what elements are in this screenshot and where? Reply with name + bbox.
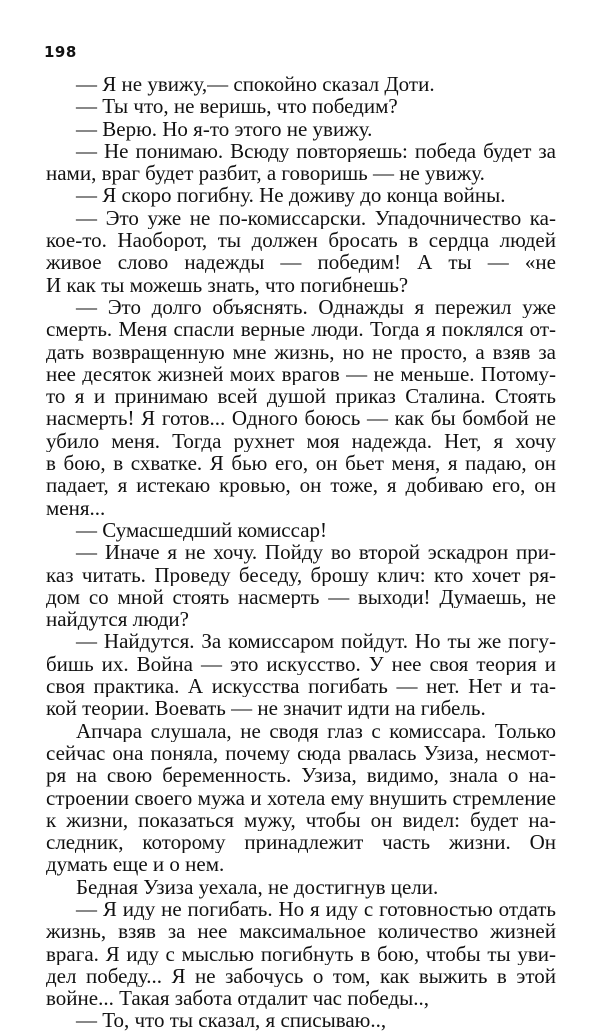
text-line: — Это долго объяснять. Однажды я пережил уже bbox=[76, 295, 556, 319]
text-line: дать возвращенную мне жизнь, но не просто, а взяв за bbox=[46, 340, 556, 363]
text-line: — Иначе я не хочу. Пойду во второй эскадрон при- bbox=[76, 541, 556, 564]
text-line: дом со мной стоять насмерть — выходи! Думаешь, не bbox=[46, 585, 556, 609]
text-line: дел победу... Я не забочусь о том, как выжить в этой bbox=[46, 964, 556, 988]
text-line: жизнь, взяв за нее максимальное количество жизней bbox=[46, 920, 556, 943]
text-line: следник, которому принадлежит часть жизни. Он bbox=[46, 831, 556, 854]
text-line: кой теории. Воевать — не значит идти на гибель. bbox=[46, 696, 486, 721]
text-line: своя практика. А искусства погибать — нет. Нет и та- bbox=[46, 675, 556, 698]
page-number: 198 bbox=[44, 43, 77, 61]
text-line: — Я скоро погибну. Не доживу до конца войны. bbox=[76, 183, 506, 208]
text-line: падает, я истекаю кровью, он тоже, я добиваю его, он bbox=[46, 474, 556, 497]
text-line: живое слово надежды — победим! А ты — «не bbox=[46, 251, 556, 274]
text-line: войне... Такая забота отдалит час победы.., bbox=[46, 986, 429, 1011]
text-line: — Найдутся. За комиссаром пойдут. Но ты же погу- bbox=[76, 630, 556, 653]
text-line: — Я иду не погибать. Но я иду с готовностью отдать bbox=[76, 897, 556, 921]
text-line: Апчара слушала, не сводя глаз с комиссара. Только bbox=[76, 719, 556, 742]
text-line: в бою, в схватке. Я бью его, он бьет меня, я падаю, он bbox=[46, 452, 556, 475]
text-line: врага. Я иду с мыслью погибнуть в бою, чтобы ты уви- bbox=[46, 942, 556, 965]
text-line: — То, что ты сказал, я списываю.., bbox=[76, 1008, 387, 1032]
text-line: бишь их. Война — это искусство. У нее своя теория и bbox=[46, 652, 556, 676]
text-line: нами, враг будет разбит, а говоришь — не увижу. bbox=[46, 161, 485, 186]
text-line: нее десяток жизней моих врагов — не меньше. Потому- bbox=[46, 362, 556, 386]
text-line: И как ты можешь знать, что погибнешь? bbox=[46, 272, 409, 297]
text-line: — Я не увижу,— спокойно сказал Доти. bbox=[76, 72, 435, 96]
text-line: смерть. Меня спасли верные люди. Тогда я поклялся от- bbox=[46, 318, 556, 341]
text-line: — Сумасшедший комиссар! bbox=[76, 517, 328, 542]
text-line: — Ты что, не веришь, что победим? bbox=[76, 94, 398, 119]
text-line: каз читать. Проведу беседу, брошу клич: кто хочет ря- bbox=[46, 563, 556, 586]
text-line: к жизни, показаться мужу, чтобы он видел: будет на- bbox=[46, 808, 556, 832]
text-line: ря на свою беременность. Узиза, видимо, знала о на- bbox=[46, 764, 556, 787]
text-body bbox=[46, 73, 556, 1032]
text-line: Бедная Узиза уехала, не достигнув цели. bbox=[76, 874, 439, 899]
text-line: — Верю. Но я-то этого не увижу. bbox=[76, 116, 373, 141]
text-line: — Это уже не по-комиссарски. Упадочничество ка- bbox=[76, 206, 556, 230]
text-line: сейчас она поняла, почему сюда рвалась Узиза, несмот- bbox=[46, 741, 556, 765]
text-line: найдутся люди? bbox=[46, 607, 189, 632]
text-line: кое-то. Наоборот, ты должен бросать в сердца людей bbox=[46, 229, 556, 252]
text-line: убило меня. Тогда рухнет моя надежда. Нет, я хочу bbox=[46, 429, 556, 453]
text-line: меня... bbox=[46, 495, 106, 520]
text-line: насмерть! Я готов... Одного боюсь — как бы бомбой не bbox=[46, 407, 556, 430]
text-line: то я и принимаю всей душой приказ Сталина. Стоять bbox=[46, 385, 556, 408]
text-line: думать еще и о нем. bbox=[46, 852, 225, 877]
text-line: строении своего мужа и хотела ему внушить стремление bbox=[46, 786, 556, 809]
text-line: — Не понимаю. Всюду повторяешь: победа будет за bbox=[76, 139, 556, 163]
